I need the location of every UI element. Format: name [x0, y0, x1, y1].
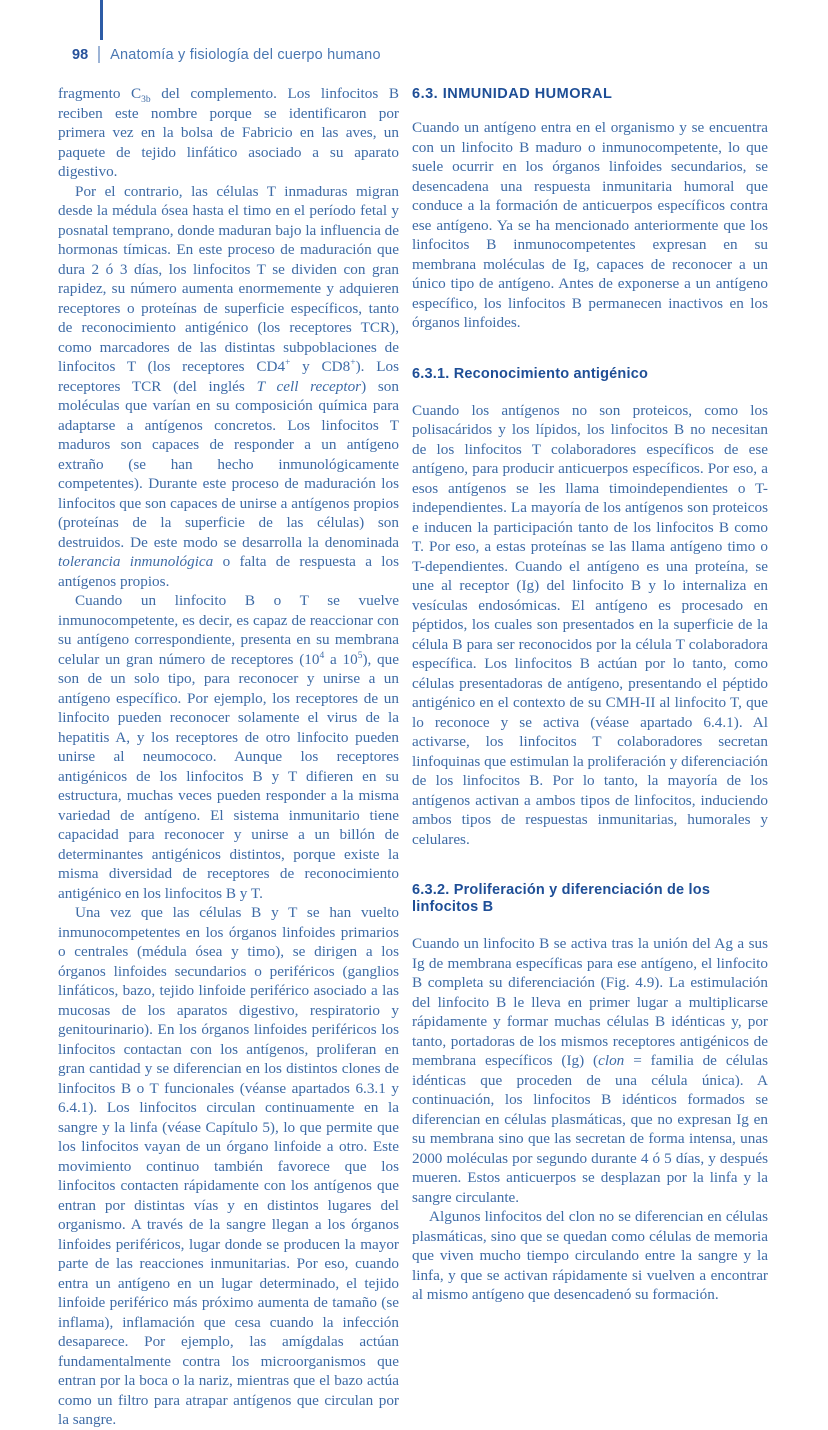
text-run: 3b — [141, 95, 151, 106]
text-run: + — [285, 357, 291, 368]
paragraph — [58, 84, 399, 182]
page-header — [72, 46, 381, 63]
text-run: Cuando los antígenos no son proteicos, como los polisacáridos y los lípidos, los linfocitos B no necesitan de los linfocitos T colaboradores específicos de ese antígeno, para producir anticuerpos específicos. Por eso, a esos antígenos se les llama timoindependientes o T-independientes. La mayoría de los antígenos son proteicos e inducen la participación tanto de los linfocitos B como T. Por eso, a estas proteínas se las llama antígeno timo o T-dependientes. Cuando el antígeno es una proteína, se une al receptor (Ig) del linfocito B y lo internaliza en vesículas endosómicas. El antígeno es procesado en péptidos, los cuales son presentados en la superficie de la célula B para ser reconocidos por la célula T colaboradora específica. Los linfocitos B actúan por lo tanto, como células presentadoras de antígeno, presentando el péptido antigénico en el contexto de su CMH-II al linfocito T, que lo reconoce y se activa (véase apartado 6.4.1). Al activarse, los linfocitos T colaboradores secretan linfoquinas que estimulan la proliferación y diferenciación de los linfocitos B. Por lo tanto, la mayoría de los antígenos activan a ambos tipos de linfocitos, induciendo ambos tipos de respuestas inmunitarias, humorales y celulares. — [412, 401, 768, 848]
text-run: T cell receptor — [256, 377, 362, 395]
text-run: ) son moléculas que varían en su composición química para adaptarse a antígenos concretos. Los linfocitos T maduros son capaces de responder a un antígeno extraño (se han hecho inmunológicamente competentes). Durante este proceso de maduración los linfocitos que son capaces de unirse a antígenos propios (proteínas de la superficie de las células) son destruidos. De este modo se desarrolla la denominada — [58, 377, 399, 551]
text-run: + — [350, 357, 356, 368]
text-run: 4 — [319, 650, 325, 661]
text-run: Por el contrario, las células T inmaduras migran desde la médula ósea hasta el timo en el período fetal y posnatal temprano, donde maduran bajo la influencia de hormonas tímicas. En este proceso de maduración que dura 2 ó 3 días, los linfocitos T se dividen con gran rapidez, su número aumenta enormemente y adquieren receptores o proteínas de superficie específicos, tanto de reconocimiento antigénico (los receptores TCR), como marcadores de las distintas subpoblaciones de linfocitos T (los receptores CD4 — [58, 182, 399, 375]
left-column — [58, 84, 399, 1430]
text-run: ). Los receptores TCR (del inglés — [58, 358, 399, 395]
text-columns — [58, 84, 768, 1430]
text-run: clon — [598, 1052, 625, 1069]
text-run: tolerancia inmunológica — [58, 553, 214, 570]
paragraph — [58, 182, 399, 592]
paragraph — [412, 1207, 768, 1305]
paragraph — [58, 591, 399, 903]
text-run: y CD8 — [290, 358, 351, 375]
text-run: Una vez que las células B y T se han vuelto inmunocompetentes en los órganos linfoides primarios o centrales (médula ósea y timo), se dirigen a los órganos linfoides secundarios o periféricos (ganglios linfáticos, bazo, tejido linfoide periférico asociado a las mucosas de los aparatos digestivo, respiratorio y genitourinario). En los órganos linfoides periféricos los linfocitos contactan con los antígenos, proliferan en gran cantidad y se diferencian en los distintos clones de linfocitos B o T funcionales (véanse apartados 6.3.1 y 6.4.1). Los linfocitos circulan continuamente en la sangre y la linfa (véase Capítulo 5), lo que permite que los linfocitos vayan de un órgano linfoide a otro. Este movimiento continuo también favorece que los linfocitos contacten rápidamente con los antígenos que entran por distintas vías y en distintos lugares del organismo. A través de la sangre llegan a los órganos linfoides periféricos, lugar donde se producen la mayor parte de las reacciones inmunitarias. Por eso, cuando entra un antígeno en un lugar determinado, el tejido linfoide periférico más próximo aumenta de tamaño (se inflama), inflamación que cesa cuando la infección desaparece. Por ejemplo, las amígdalas actúan fundamentalmente contra los microorganismos que entran por la boca o la nariz, mientras que el bazo actúa como un filtro para atrapar antígenos que circulan por la sangre. — [58, 904, 399, 1428]
paragraph — [412, 401, 768, 850]
section-heading-6-3: 6.3. INMUNIDAD HUMORAL — [412, 86, 613, 102]
text-run: Cuando un linfocito B o T se vuelve inmunocompetente, es decir, es capaz de reaccionar con su antígeno correspondiente, presenta en su membrana celular un gran número de receptores (10 — [58, 592, 399, 668]
text-run: = familia de células idénticas que proceden de una célula única). A continuación, los linfocitos B idénticos formados se diferencian en células plasmáticas, que no expresan Ig en su membrana sino que las secretan de forma intensa, unas 2000 moléculas por segundo durante 4 ó 5 días, y después mueren. Estos anticuerpos se desplazan por la linfa y la sangre circulante. — [412, 1052, 769, 1206]
running-head: Anatomía y fisiología del cuerpo humano — [110, 46, 381, 63]
text-run: a 10 — [324, 650, 358, 668]
text-run: ), que son de un solo tipo, para reconocer y unirse a un antígeno específico. Por ejemplo, los receptores de un linfocito pueden reconocer solamente el virus de la hepatitis A, y los receptores de otro linfocito pueden unirse al neumococo. Aunque los receptores antigénicos de los linfocitos B y T difieren en su estructura, muchas veces pueden responder a la misma variedad de antígeno. El sistema inmunitario tiene capacidad para reconocer y unirse a un billón de determinantes antigénicos distintos, porque existe la misma diversidad de receptores de reconocimiento antigénico en los linfocitos B y T. — [58, 650, 399, 902]
paragraph — [412, 118, 768, 333]
text-run: o falta de respuesta a los antígenos propios. — [58, 553, 399, 590]
right-column — [412, 84, 768, 1430]
paragraph — [412, 934, 768, 1207]
text-run: del complemento. Los linfocitos B reciben este nombre porque se identificaron por primera vez en la bolsa de Fabricio en las aves, un paquete de tejido linfático asociado a su aparato digestivo. — [58, 85, 399, 180]
text-run: Cuando un linfocito B se activa tras la unión del Ag a sus Ig de membrana específicas para ese antígeno, el linfocito B completa su diferenciación (Fig. 4.9). La estimulación del linfocito B le lleva en primer lugar a multiplicarse rápidamente y formar muchas células B idénticas y, por tanto, portadoras de los mismos receptores antigénicos de membrana específicos (Ig) ( — [412, 935, 768, 1069]
paragraph — [58, 903, 399, 1430]
text-run: Algunos linfocitos del clon no se diferencian en células plasmáticas, sino que se quedan como células de memoria que viven mucho tiempo circulando entre la sangre y la linfa, y que se activan rápidamente si vuelven a encontrar al mismo antígeno que desencadenó su formación. — [412, 1208, 768, 1303]
header-rule — [100, 0, 103, 40]
subsection-heading-6-3-2: 6.3.2. Proliferación y diferenciación de los linfocitos B — [412, 882, 711, 915]
header-separator — [98, 46, 100, 63]
page-number: 98 — [72, 46, 89, 63]
text-run: 5 — [357, 650, 363, 661]
text-run: Cuando un antígeno entra en el organismo y se encuentra con un linfocito B maduro o inmunocompetente, lo que suele ocurrir en los órganos linfoides secundarios, se desencadena una respuesta inmunitaria humoral que conduce a la formación de anticuerpos específicos contra ese antígeno. Ya se ha mencionado anteriormente que los linfocitos B inmunocompetentes expresan en su membrana moléculas de Ig, capaces de reconocer a un único tipo de antígeno. Antes de exponerse a un antígeno específico, los linfocitos B permanecen inactivos en los órganos linfoides. — [412, 119, 768, 331]
text-run: fragmento C — [58, 85, 142, 102]
subsection-heading-6-3-1: 6.3.1. Reconocimiento antigénico — [412, 365, 649, 382]
